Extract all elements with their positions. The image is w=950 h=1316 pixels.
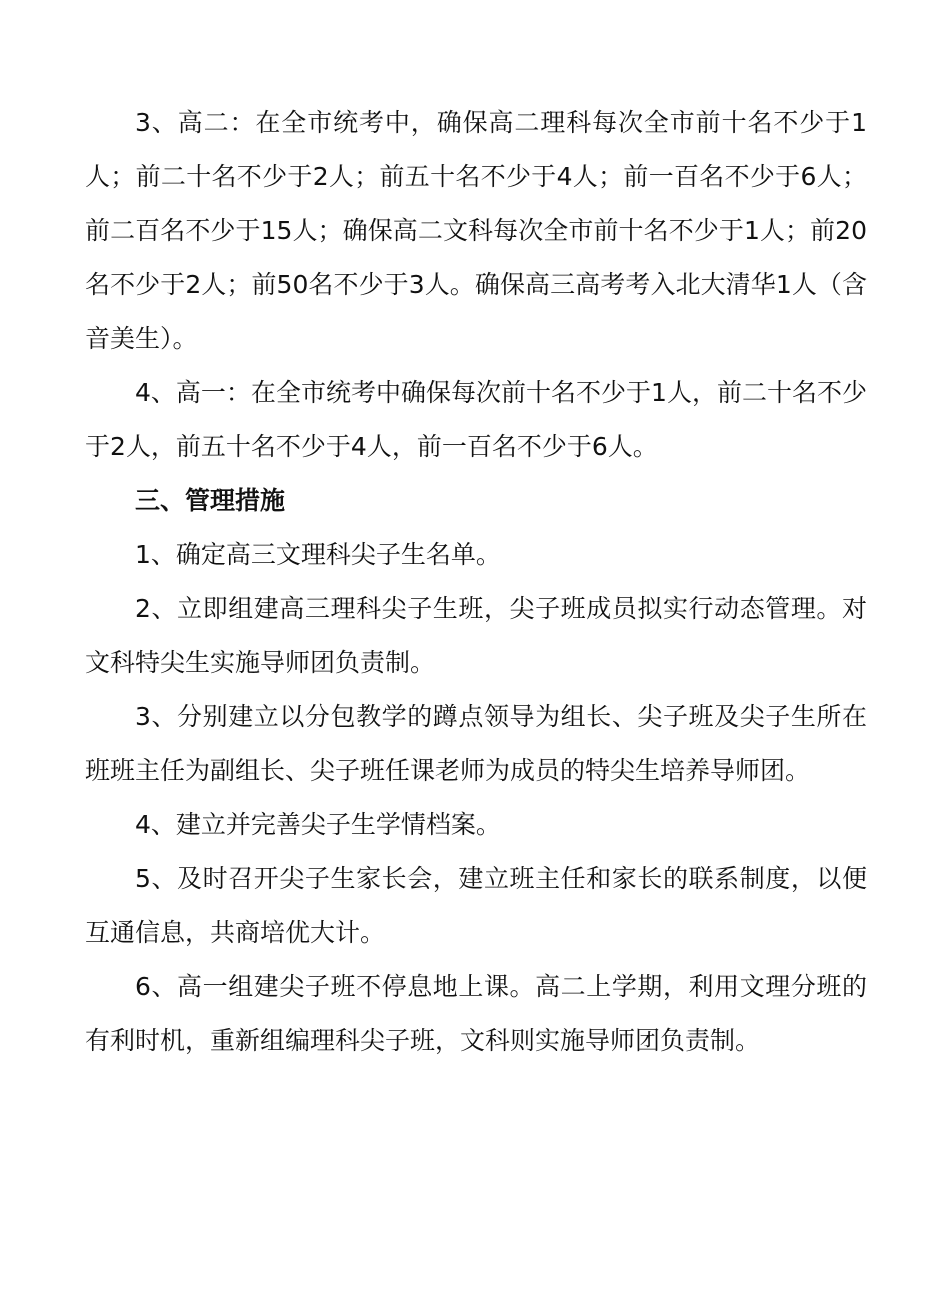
paragraph-measure-1: 1、确定高三文理科尖子生名单。: [135, 540, 501, 569]
paragraph-measure-6: 6、高一组建尖子班不停息地上课。高二上学期，利用文理分班的有利时机，重新组编理科尖子班，文科则实施导师团负责制。: [85, 972, 867, 1055]
paragraph-grade11-targets: 3、高二：在全市统考中，确保高二理科每次全市前十名不少于1人；前二十名不少于2人；前五十名不少于4人；前一百名不少于6人；前二百名不少于15人；确保高二文科每次全市前十名不少于1人；前20名不少于2人；前50名不少于3人。确保高三高考考入北大清华1人（含音美生）。: [85, 108, 867, 353]
paragraph-measure-3: 3、分别建立以分包教学的蹲点领导为组长、尖子班及尖子生所在班班主任为副组长、尖子班任课老师为成员的特尖生培养导师团。: [85, 702, 867, 785]
document-page: [85, 96, 867, 1068]
paragraph-measure-5: 5、及时召开尖子生家长会，建立班主任和家长的联系制度，以便互通信息，共商培优大计。: [85, 864, 867, 947]
paragraph-measure-4: 4、建立并完善尖子生学情档案。: [135, 810, 501, 839]
section-heading-management-measures: 三、管理措施: [135, 486, 286, 515]
paragraph-measure-2: 2、立即组建高三理科尖子生班，尖子班成员拟实行动态管理。对文科特尖生实施导师团负责制。: [85, 594, 867, 677]
paragraph-grade10-targets: 4、高一：在全市统考中确保每次前十名不少于1人，前二十名不少于2人，前五十名不少于4人，前一百名不少于6人。: [85, 378, 867, 461]
